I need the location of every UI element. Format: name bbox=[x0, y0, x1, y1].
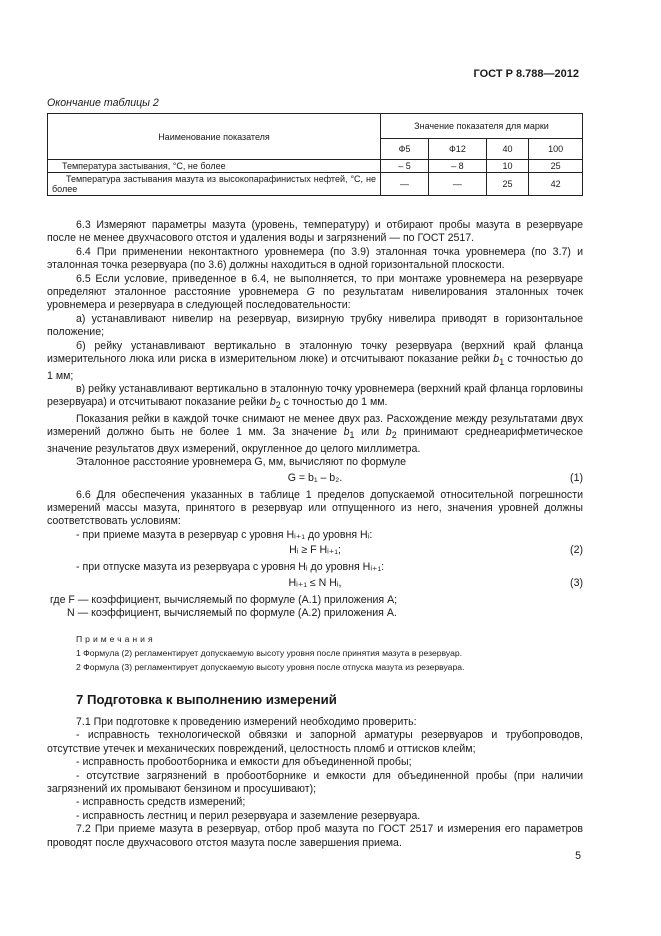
table-caption: Окончание таблицы 2 bbox=[47, 97, 159, 109]
formula-2 bbox=[47, 544, 583, 559]
table-row bbox=[48, 160, 583, 173]
row-value: – 8 bbox=[429, 160, 487, 173]
paragraph-6-4: 6.4 При применении неконтактного уровнемера (по 3.9) эталонная точка уровнемера (по 3.7) и эталонная точка резервуара (по 3.6) должны находиться в одной горизонтальной плоскости. bbox=[47, 245, 583, 272]
step-c: в) рейку устанавливают вертикально в эталонную точку уровнемера (верхний край фланца горловины резервуара) и отсчитывают показание рейки $b_2$ с точностью до 1 мм. bbox=[47, 382, 583, 411]
row-name: Температура застывания мазута из высокопарафинистых нефтей, °С, не более bbox=[48, 173, 381, 196]
paragraph-7-1: 7.1 При подготовке к проведению измерений необходимо проверить: bbox=[76, 715, 417, 728]
formula-3-number: (3) bbox=[570, 576, 583, 589]
check-item: - исправность лестниц и перил резервуара и заземление резервуара. bbox=[76, 809, 421, 822]
col-header-group: Значение показателя для марки bbox=[381, 114, 583, 139]
check-item: - исправность технологической обвязки и запорной арматуры резервуаров и трубопроводов, отсутствие утечек и механических повреждений, целостность пломб и оттисков клейм; bbox=[47, 729, 583, 755]
row-value: 42 bbox=[529, 173, 583, 196]
row-value: – 5 bbox=[381, 160, 429, 173]
formula-1 bbox=[47, 472, 583, 487]
spec-table bbox=[47, 113, 583, 196]
brand-header: Ф12 bbox=[429, 139, 487, 160]
formula-3-expression: Hᵢ₊₁ ≤ N Hᵢ, bbox=[288, 576, 342, 589]
formula-intro: Эталонное расстояние уровнемера G, мм, вычисляют по формуле bbox=[76, 456, 407, 469]
readings-paragraph: Показания рейки в каждой точке снимают не менее двух раз. Расхождение между результатами двух измерений должно быть не более 1 мм. За значение $b_1$ или $b_2$ принимают среднеарифметическое значение результатов двух измерений, округленное до целого миллиметра. bbox=[47, 412, 583, 455]
condition-dispatch: - при отпуске мазута из резервуара с уровня Hᵢ до уровня Hᵢ₊₁: bbox=[76, 561, 385, 574]
step-b: б) рейку устанавливают вертикально в эталонную точку резервуара (верхний край фланца измерительного люка или риска в измерительном люке) и отсчитывают показание рейки $b_1$ с точностью до 1 мм; bbox=[47, 339, 583, 382]
formula-3 bbox=[47, 577, 583, 592]
note-2: 2 Формула (3) регламентирует допускаемую высоту уровня после отпуска мазута из резервуара. bbox=[76, 662, 465, 673]
page-number: 5 bbox=[575, 850, 581, 862]
check-item: - исправность средств измерений; bbox=[76, 796, 246, 809]
brand-header: Ф5 bbox=[381, 139, 429, 160]
where-f: где F — коэффициент, вычисляемый по формуле (А.1) приложения А; bbox=[50, 593, 398, 606]
formula-2-number: (2) bbox=[570, 544, 583, 557]
check-item: - исправность пробоотборника и емкости для объединенной пробы; bbox=[76, 756, 412, 769]
step-a: а) устанавливают нивелир на резервуар, визирную трубку нивелира приводят в горизонтальное положение; bbox=[47, 312, 583, 339]
row-value: 25 bbox=[486, 173, 528, 196]
col-header-name: Наименование показателя bbox=[48, 114, 381, 160]
row-value: 10 bbox=[486, 160, 528, 173]
condition-receipt: - при приеме мазута в резервуар с уровня Hᵢ₊₁ до уровня Hᵢ: bbox=[76, 528, 373, 541]
paragraph-6-5: 6.5 Если условие, приведенное в 6.4, не выполняется, то при монтаже уровнемера на резервуаре определяют эталонное расстояние уровнемера G по результатам нивелирования эталонных точек уровнемера и резервуара в следующей последовательности: bbox=[47, 272, 583, 312]
notes-title: Примечания bbox=[76, 634, 156, 645]
document-body bbox=[47, 219, 583, 850]
row-value: 25 bbox=[529, 160, 583, 173]
paragraph-6-3: 6.3 Измеряют параметры мазута (уровень, температуру) и отбирают пробы мазута в резервуаре после не менее двухчасового отстоя и удаления воды и загрязнений — по ГОСТ 2517. bbox=[47, 219, 583, 245]
brand-header: 100 bbox=[529, 139, 583, 160]
section-7-title: 7 Подготовка к выполнению измерений bbox=[76, 692, 337, 708]
formula-1-number: (1) bbox=[570, 471, 583, 484]
check-item: - отсутствие загрязнений в пробоотборнике и емкости для объединенной пробы (при наличии загрязнений их промывают бензином и просушивают); bbox=[47, 769, 583, 795]
where-n: N — коэффициент, вычисляемый по формуле (А.2) приложения А. bbox=[67, 607, 397, 620]
row-name: Температура застывания, °С, не более bbox=[48, 160, 381, 173]
row-value: — bbox=[429, 173, 487, 196]
row-value: — bbox=[381, 173, 429, 196]
formula-1-expression: G = b₁ – b₂. bbox=[287, 471, 343, 484]
table-row bbox=[48, 173, 583, 196]
paragraph-6-6: 6.6 Для обеспечения указанных в таблице 1 пределов допускаемой относительной погрешности измерений массы мазута, принятого в резервуар или отпущенного из него, значения уровней должны соответствовать условиям: bbox=[47, 488, 583, 528]
brand-header: 40 bbox=[486, 139, 528, 160]
notes bbox=[47, 632, 583, 674]
paragraph-7-2: 7.2 При приеме мазута в резервуар, отбор проб мазута по ГОСТ 2517 и измерения его параметров проводят после двухчасового отстоя мазута после завершения приема. bbox=[47, 823, 583, 849]
formula-2-expression: Hᵢ ≥ F Hᵢ₊₁; bbox=[289, 544, 341, 557]
document-id: ГОСТ Р 8.788—2012 bbox=[473, 68, 579, 80]
note-1: 1 Формула (2) регламентирует допускаемую высоту уровня после принятия мазута в резервуар. bbox=[76, 648, 463, 659]
